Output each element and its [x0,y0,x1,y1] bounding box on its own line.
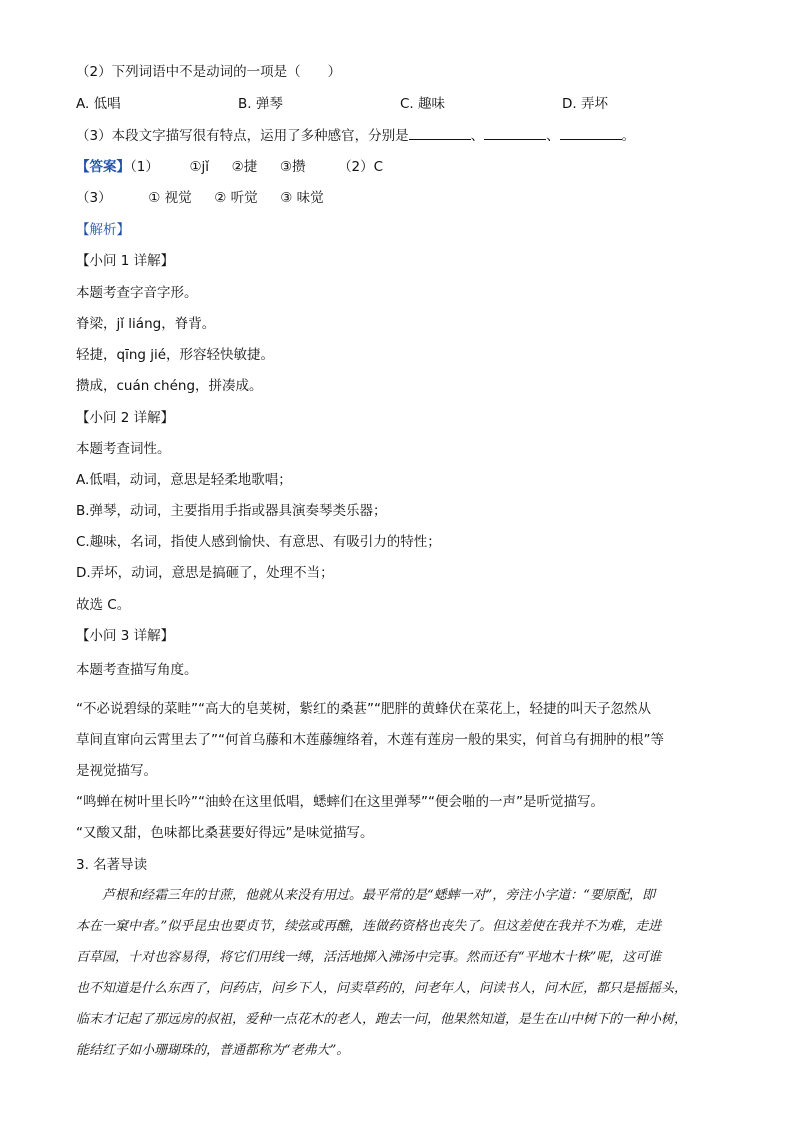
answer-item-mark: ② [231,159,244,175]
sub1-line: 本题考查字音字形。 [76,285,198,301]
option-b: B. 弹琴 [238,96,283,112]
answer-lead-2: （3） [76,190,112,206]
sub2-line: A.低唱，动词，意思是轻柔地歌唱； [76,472,292,488]
passage-line: 能结红子如小珊瑚珠的，普通都称为“老弗大”。 [76,1043,350,1058]
answer-item-mark: ③ [280,190,293,206]
sub3-line: 草间直窜向云霄里去了”“何首乌藤和木莲藤缠络着，木莲有莲房一般的果实，何首乌有拥肿的根”等 [76,732,664,748]
option-c: C. 趣味 [400,96,446,112]
blank-separator: 、 [470,128,485,144]
answer-blank-3 [560,127,622,140]
sub2-line: 本题考查词性。 [76,441,171,457]
sub2-line: D.弄坏，动词，意思是搞砸了，处理不当； [76,565,334,581]
sub1-line: 脊梁，jǐ liáng，脊背。 [76,316,216,332]
sub2-line: 故选 C。 [76,597,131,613]
sub-question-2-title: 【小问 2 详解】 [76,410,175,426]
answer-item-text: 味觉 [296,190,324,206]
section-3-title: 3. 名著导读 [76,857,148,873]
sub3-line: “不必说碧绿的菜畦”“高大的皂荚树，紫红的桑葚”“肥胖的黄蜂伏在菜花上，轻捷的叫天子忽然从 [76,701,651,717]
answer-line-1 [76,158,383,176]
answer-item-text: 听觉 [230,190,258,206]
sub3-line: 是视觉描写。 [76,763,157,779]
sub1-line: 攒成，cuán chéng，拼凑成。 [76,378,263,394]
answer-blank-2 [484,127,546,140]
blank-separator: 、 [546,128,560,144]
passage-line: 百草园，十对也容易得，将它们用线一缚，活活地掷入沸汤中完事。然而还有“平地木十株”呢，这可谁 [76,950,662,965]
sub2-line: B.弹琴，动词，主要指用手指或器具演奏琴类乐器； [76,503,387,519]
answer-item-mark: ① [148,190,161,206]
answer-item-text: 视觉 [164,190,192,206]
question-2-stem: （2）下列词语中不是动词的一项是（ ） [76,64,342,80]
answer-line-2 [76,189,324,207]
sub-question-3-title: 【小问 3 详解】 [76,628,175,644]
answer-tag: 【答案】 [76,159,130,175]
option-d: D. 弄坏 [562,96,608,112]
answer-item-text: 捷 [243,159,258,175]
sub1-line: 轻捷，qīng jié，形容轻快敏捷。 [76,347,275,363]
answer-item-mark: ② [214,190,227,206]
passage-line: 也不知道是什么东西了，问药店，问乡下人，问卖草药的，问老年人，问读书人，问木匠，都只是摇摇头， [76,981,688,996]
passage-line: 芦根和经霜三年的甘蔗，他就从来没有用过。最平常的是“蟋蟀一对”，旁注小字道：“要原配，即 [76,888,655,903]
option-a: A. 低唱 [76,96,121,112]
sub2-line: C.趣味，名词，指使人感到愉快、有意思、有吸引力的特性； [76,534,441,550]
sub-question-1-title: 【小问 1 详解】 [76,253,175,269]
answer-item-text: 攒 [291,159,306,175]
answer-item-mark: ③ [279,159,292,175]
passage-line: 临末才记起了那远房的叔祖，爱种一点花木的老人，跑去一问，他果然知道，是生在山中树下的一种小树， [76,1012,688,1027]
question-3-stem [76,127,635,145]
answer-item-mark: ① [189,159,202,175]
question-3-text: （3）本段文字描写很有特点，运用了多种感官，分别是 [76,128,409,144]
sub3-line: 本题考查描写角度。 [76,662,198,678]
passage-line: 本在一窠中者。”似乎昆虫也要贞节，续弦或再醮，连做药资格也丧失了。但这差使在我并不为难，走进 [76,919,662,934]
answer-item-text: jǐ [201,159,210,175]
sub3-line: “又酸又甜，色味都比桑葚要好得远”是味觉描写。 [76,825,374,841]
stem-end: 。 [621,128,636,144]
answer-tail: （2）C [338,159,384,175]
answer-blank-1 [409,127,471,140]
answer-lead-1: （1） [130,159,159,175]
analysis-tag: 【解析】 [76,222,130,238]
sub3-line: “鸣蝉在树叶里长吟”“油蛉在这里低唱，蟋蟀们在这里弹琴”“便会啪的一声”是听觉描写。 [76,794,604,810]
